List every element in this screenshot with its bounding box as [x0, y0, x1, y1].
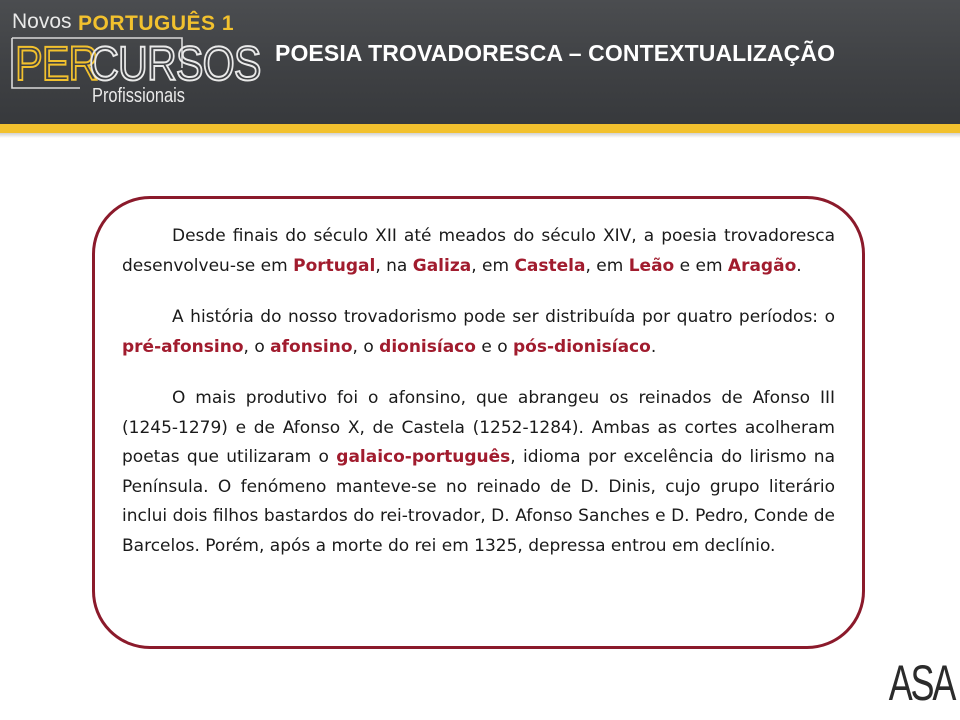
logo-portugues-text: PORTUGUÊS 1	[78, 12, 235, 35]
header-shadow	[0, 133, 960, 138]
header-accent-stripe	[0, 124, 960, 133]
text-span: .	[650, 336, 657, 357]
asa-publisher-logo	[888, 656, 955, 712]
highlight-pre-afonsino: pré-afonsino	[122, 336, 244, 357]
highlight-dionisiaco: dionisíaco	[379, 336, 476, 357]
highlight-leao: Leão	[628, 255, 675, 276]
asa-logo-text: ASA	[888, 656, 955, 712]
text-span: , em	[585, 255, 629, 276]
highlight-galiza: Galiza	[412, 255, 472, 276]
text-span: O mais produtivo foi o afonsino, que abrangeu os reinados de Afonso III (1245-1279) e de Afonso X, de Castela (1252-1284). Ambas as cortes acolheram poetas que utilizaram o	[122, 388, 835, 467]
paragraph-periods	[122, 303, 835, 362]
logo-cursos-text: CURSOS	[89, 37, 261, 91]
text-span: , em	[471, 255, 515, 276]
text-span: , na	[375, 255, 413, 276]
text-span: , idioma por excelência do lirismo na Península. O fenómeno manteve-se no reinado de D. Dinis, cujo grupo literário inclui dois filhos bastardos do rei-trovador, D. Afonso Sanches e D. Pedro, Conde de Barcelos. Porém, após a morte do rei em 1325, depressa entrou em declínio.	[122, 447, 835, 556]
text-span: Desde finais do século XII até meados do século XIV, a poesia trovadoresca desenvolveu-se em	[122, 226, 835, 276]
novos-percursos-logo	[10, 6, 261, 116]
text-span: e o	[475, 336, 514, 357]
text-span: , o	[243, 336, 271, 357]
text-span: , o	[352, 336, 380, 357]
highlight-portugal: Portugal	[293, 255, 376, 276]
paragraph-regions	[122, 222, 835, 281]
logo-profissionais-text: Profissionais	[92, 85, 185, 107]
page-title: POESIA TROVADORESCA – CONTEXTUALIZAÇÃO	[275, 40, 836, 66]
paragraph-afonsino	[122, 384, 835, 561]
logo-per-text: PER	[15, 37, 98, 91]
logo-novos-text: Novos	[12, 10, 72, 33]
highlight-pos-dionisiaco: pós-dionisíaco	[513, 336, 651, 357]
text-span: A história do nosso trovadorismo pode ser distribuída por quatro períodos: o	[172, 307, 835, 327]
highlight-aragao: Aragão	[727, 255, 797, 276]
text-span: e em	[674, 255, 728, 276]
highlight-afonsino: afonsino	[270, 336, 353, 357]
text-span: .	[796, 255, 802, 276]
highlight-castela: Castela	[514, 255, 586, 276]
content-text	[122, 222, 835, 561]
highlight-galaico-portugues: galaico-português	[336, 447, 511, 467]
